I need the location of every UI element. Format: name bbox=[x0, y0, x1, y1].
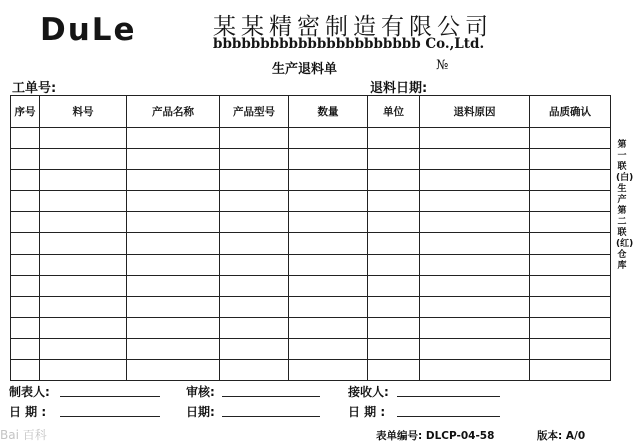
table-cell[interactable] bbox=[420, 275, 530, 296]
table-cell[interactable] bbox=[420, 191, 530, 212]
table-cell[interactable] bbox=[289, 317, 368, 338]
table-cell[interactable] bbox=[127, 170, 220, 191]
table-cell[interactable] bbox=[368, 317, 420, 338]
table-cell[interactable] bbox=[368, 170, 420, 191]
form-number-label: № bbox=[436, 58, 449, 73]
table-cell[interactable] bbox=[40, 317, 127, 338]
company-name: 某某精密制造有限公司 bbox=[213, 14, 493, 40]
table-cell[interactable] bbox=[220, 360, 289, 381]
table-cell[interactable] bbox=[530, 191, 611, 212]
company-name-en: bbbbbbbbbbbbbbbbbbbbbb Co.,Ltd. bbox=[213, 36, 485, 52]
table-cell[interactable] bbox=[420, 296, 530, 317]
table-cell[interactable] bbox=[530, 296, 611, 317]
maker-date-line[interactable] bbox=[60, 416, 160, 417]
table-cell[interactable] bbox=[368, 233, 420, 254]
table-cell[interactable] bbox=[289, 296, 368, 317]
table-cell[interactable] bbox=[40, 149, 127, 170]
table-cell[interactable] bbox=[368, 360, 420, 381]
reviewer-date-line[interactable] bbox=[222, 416, 320, 417]
table-cell[interactable] bbox=[11, 170, 40, 191]
col-header-quality: 品质确认 bbox=[530, 96, 611, 128]
table-cell[interactable] bbox=[127, 275, 220, 296]
table-cell[interactable] bbox=[40, 338, 127, 359]
table-cell[interactable] bbox=[289, 128, 368, 149]
table-cell[interactable] bbox=[40, 254, 127, 275]
table-cell[interactable] bbox=[289, 212, 368, 233]
col-header-unit: 单位 bbox=[368, 96, 420, 128]
table-cell[interactable] bbox=[127, 191, 220, 212]
return-items-table bbox=[10, 95, 611, 381]
table-cell[interactable] bbox=[11, 338, 40, 359]
table-header-row bbox=[11, 96, 611, 128]
table-cell[interactable] bbox=[40, 360, 127, 381]
table-cell[interactable] bbox=[289, 191, 368, 212]
date-label-reviewer: 日期: bbox=[186, 405, 215, 419]
table-cell[interactable] bbox=[420, 317, 530, 338]
table-cell[interactable] bbox=[127, 317, 220, 338]
table-cell[interactable] bbox=[368, 149, 420, 170]
table-row bbox=[11, 128, 611, 149]
maker-label: 制表人: bbox=[9, 385, 50, 399]
table-cell[interactable] bbox=[11, 233, 40, 254]
table-cell[interactable] bbox=[11, 128, 40, 149]
table-cell[interactable] bbox=[420, 212, 530, 233]
table-cell[interactable] bbox=[368, 254, 420, 275]
table-cell[interactable] bbox=[127, 233, 220, 254]
table-row bbox=[11, 233, 611, 254]
table-cell[interactable] bbox=[530, 275, 611, 296]
table-cell[interactable] bbox=[420, 254, 530, 275]
table-cell[interactable] bbox=[530, 317, 611, 338]
date-label-maker: 日 期 : bbox=[9, 405, 47, 419]
form-version: 版本: A/0 bbox=[537, 430, 586, 442]
table-cell[interactable] bbox=[11, 296, 40, 317]
table-cell[interactable] bbox=[420, 170, 530, 191]
table-row bbox=[11, 254, 611, 275]
table-cell[interactable] bbox=[127, 254, 220, 275]
receiver-date-line[interactable] bbox=[397, 416, 500, 417]
table-row bbox=[11, 338, 611, 359]
table-cell[interactable] bbox=[40, 233, 127, 254]
table-cell[interactable] bbox=[220, 296, 289, 317]
table-cell[interactable] bbox=[289, 170, 368, 191]
col-header-quantity: 数量 bbox=[289, 96, 368, 128]
table-cell[interactable] bbox=[220, 317, 289, 338]
reviewer-label: 审核: bbox=[186, 385, 215, 399]
col-header-product-model: 产品型号 bbox=[220, 96, 289, 128]
table-row bbox=[11, 317, 611, 338]
table-cell[interactable] bbox=[368, 338, 420, 359]
receiver-label: 接收人: bbox=[348, 385, 389, 399]
table-cell[interactable] bbox=[368, 296, 420, 317]
table-cell[interactable] bbox=[220, 275, 289, 296]
table-cell[interactable] bbox=[530, 149, 611, 170]
table-cell[interactable] bbox=[127, 149, 220, 170]
col-header-product-name: 产品名称 bbox=[127, 96, 220, 128]
table-cell[interactable] bbox=[127, 360, 220, 381]
table-cell[interactable] bbox=[127, 128, 220, 149]
receiver-signature-line[interactable] bbox=[397, 396, 500, 397]
table-cell[interactable] bbox=[530, 360, 611, 381]
table-row bbox=[11, 170, 611, 191]
table-row bbox=[11, 212, 611, 233]
table-cell[interactable] bbox=[289, 338, 368, 359]
table-cell[interactable] bbox=[289, 149, 368, 170]
maker-signature-line[interactable] bbox=[60, 396, 160, 397]
table-cell[interactable] bbox=[420, 233, 530, 254]
form-title: 生产退料单 bbox=[272, 62, 338, 77]
col-header-seq: 序号 bbox=[11, 96, 40, 128]
company-logo: DuLe bbox=[40, 12, 137, 48]
table-cell[interactable] bbox=[40, 296, 127, 317]
table-cell[interactable] bbox=[368, 191, 420, 212]
table-cell[interactable] bbox=[40, 170, 127, 191]
table-cell[interactable] bbox=[40, 191, 127, 212]
col-header-reason: 退料原因 bbox=[420, 96, 530, 128]
table-cell[interactable] bbox=[530, 338, 611, 359]
work-order-label: 工单号: bbox=[12, 81, 57, 96]
table-cell[interactable] bbox=[220, 128, 289, 149]
table-cell[interactable] bbox=[11, 212, 40, 233]
return-date-label: 退料日期: bbox=[370, 81, 428, 96]
table-cell[interactable] bbox=[11, 254, 40, 275]
table-cell[interactable] bbox=[289, 275, 368, 296]
table-cell[interactable] bbox=[289, 254, 368, 275]
table-cell[interactable] bbox=[40, 128, 127, 149]
table-cell[interactable] bbox=[368, 275, 420, 296]
table-cell[interactable] bbox=[530, 128, 611, 149]
table-cell[interactable] bbox=[420, 338, 530, 359]
table-cell[interactable] bbox=[368, 212, 420, 233]
table-cell[interactable] bbox=[220, 254, 289, 275]
form-code: 表单编号: DLCP-04-58 bbox=[376, 430, 495, 442]
table-cell[interactable] bbox=[420, 128, 530, 149]
table-cell[interactable] bbox=[289, 360, 368, 381]
table-cell[interactable] bbox=[11, 149, 40, 170]
table-cell[interactable] bbox=[220, 233, 289, 254]
table-cell[interactable] bbox=[220, 338, 289, 359]
watermark: Bai 百科 bbox=[0, 428, 47, 442]
table-cell[interactable] bbox=[220, 170, 289, 191]
table-cell[interactable] bbox=[11, 275, 40, 296]
table-cell[interactable] bbox=[40, 212, 127, 233]
col-header-part-no: 料号 bbox=[40, 96, 127, 128]
table-cell[interactable] bbox=[220, 212, 289, 233]
table-cell[interactable] bbox=[220, 149, 289, 170]
date-label-receiver: 日 期 : bbox=[348, 405, 386, 419]
table-cell[interactable] bbox=[530, 170, 611, 191]
table-row bbox=[11, 275, 611, 296]
table-row bbox=[11, 296, 611, 317]
table-cell[interactable] bbox=[127, 338, 220, 359]
table-cell[interactable] bbox=[127, 212, 220, 233]
table-cell[interactable] bbox=[530, 254, 611, 275]
table-cell[interactable] bbox=[530, 212, 611, 233]
table-row bbox=[11, 360, 611, 381]
table-cell[interactable] bbox=[289, 233, 368, 254]
copy-distribution-note: 第一联(白)生产 第二联(红)仓库 bbox=[616, 140, 634, 271]
table-cell[interactable] bbox=[368, 128, 420, 149]
table-row bbox=[11, 149, 611, 170]
table-cell[interactable] bbox=[11, 360, 40, 381]
table-cell[interactable] bbox=[11, 317, 40, 338]
table-row bbox=[11, 191, 611, 212]
table-cell[interactable] bbox=[420, 360, 530, 381]
table-cell[interactable] bbox=[420, 149, 530, 170]
table-cell[interactable] bbox=[40, 275, 127, 296]
reviewer-signature-line[interactable] bbox=[222, 396, 320, 397]
table-cell[interactable] bbox=[530, 233, 611, 254]
table-cell[interactable] bbox=[127, 296, 220, 317]
table-cell[interactable] bbox=[11, 191, 40, 212]
table-cell[interactable] bbox=[220, 191, 289, 212]
